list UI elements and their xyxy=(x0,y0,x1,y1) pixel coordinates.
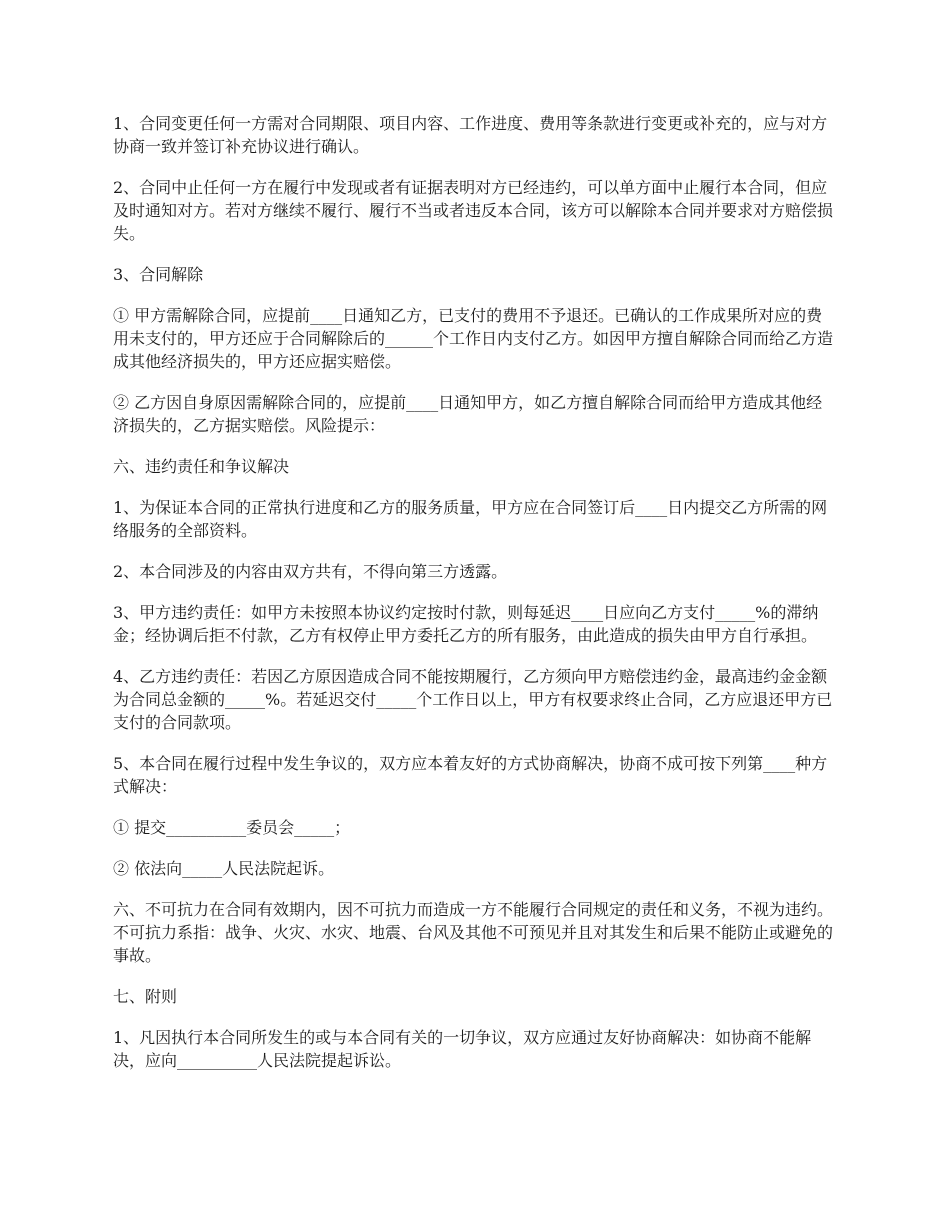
document-page xyxy=(113,112,838,1090)
clause-confidentiality: 2、本合同涉及的内容由双方共有，不得向第三方透露。 xyxy=(113,562,508,581)
section-heading-liability: 六、违约责任和争议解决 xyxy=(113,457,290,476)
clause-contract-amendment: 1、合同变更任何一方需对合同期限、项目内容、工作进度、费用等条款进行变更或补充的，应与对方协商一致并签订补充协议进行确认。 xyxy=(113,114,828,156)
clause-jurisdiction: 1、凡因执行本合同所发生的或与本合同有关的一切争议，双方应通过友好协商解决：如协商不能解决，应向__________人民法院提起诉讼。 xyxy=(113,1028,812,1070)
clause-litigation-option: ② 依法向_____人民法院起诉。 xyxy=(113,859,335,878)
clause-party-a-liability: 3、甲方违约责任：如甲方未按照本协议约定按时付款，则每延迟____日应向乙方支付_____%的滞纳金；经协调后拒不付款，乙方有权停止甲方委托乙方的所有服务，由此造成的损失由甲方自行承担。 xyxy=(113,603,819,645)
clause-dispute-resolution: 5、本合同在履行过程中发生争议的，双方应本着友好的方式协商解决，协商不成可按下列第____种方式解决： xyxy=(113,754,828,796)
clause-party-b-liability: 4、乙方违约责任：若因乙方原因造成合同不能按期履行，乙方须向甲方赔偿违约金，最高违约金金额为合同总金额的_____%。若延迟交付_____个工作日以上，甲方有权要求终止合同，乙方应退还甲方已支付的合同款项。 xyxy=(113,667,833,732)
clause-party-a-termination: ① 甲方需解除合同，应提前____日通知乙方，已支付的费用不予退还。已确认的工作成果所对应的费用未支付的，甲方还应于合同解除后的______个工作日内支付乙方。如因甲方擅自解除合同而给乙方造成其他经济损失的，甲方还应据实赔偿。 xyxy=(113,306,834,371)
clause-heading-termination: 3、合同解除 xyxy=(113,265,204,284)
clause-party-b-termination: ② 乙方因自身原因需解除合同的，应提前____日通知甲方，如乙方擅自解除合同而给甲方造成其他经济损失的，乙方据实赔偿。风险提示： xyxy=(113,393,823,435)
clause-arbitration-option: ① 提交__________委员会_____； xyxy=(113,818,351,837)
clause-materials-submission: 1、为保证本合同的正常执行进度和乙方的服务质量，甲方应在合同签订后____日内提交乙方所需的网络服务的全部资料。 xyxy=(113,498,828,540)
clause-contract-suspension: 2、合同中止任何一方在履行中发现或者有证据表明对方已经违约，可以单方面中止履行本合同，但应及时通知对方。若对方继续不履行、履行不当或者违反本合同，该方可以解除本合同并要求对方赔偿损失。 xyxy=(113,178,834,243)
section-heading-supplementary: 七、附则 xyxy=(113,987,178,1006)
clause-force-majeure: 六、不可抗力在合同有效期内，因不可抗力而造成一方不能履行合同规定的责任和义务，不视为违约。不可抗力系指：战争、火灾、水灾、地震、台风及其他不可预见并且对其发生和后果不能防止或避免的事故。 xyxy=(113,900,834,965)
